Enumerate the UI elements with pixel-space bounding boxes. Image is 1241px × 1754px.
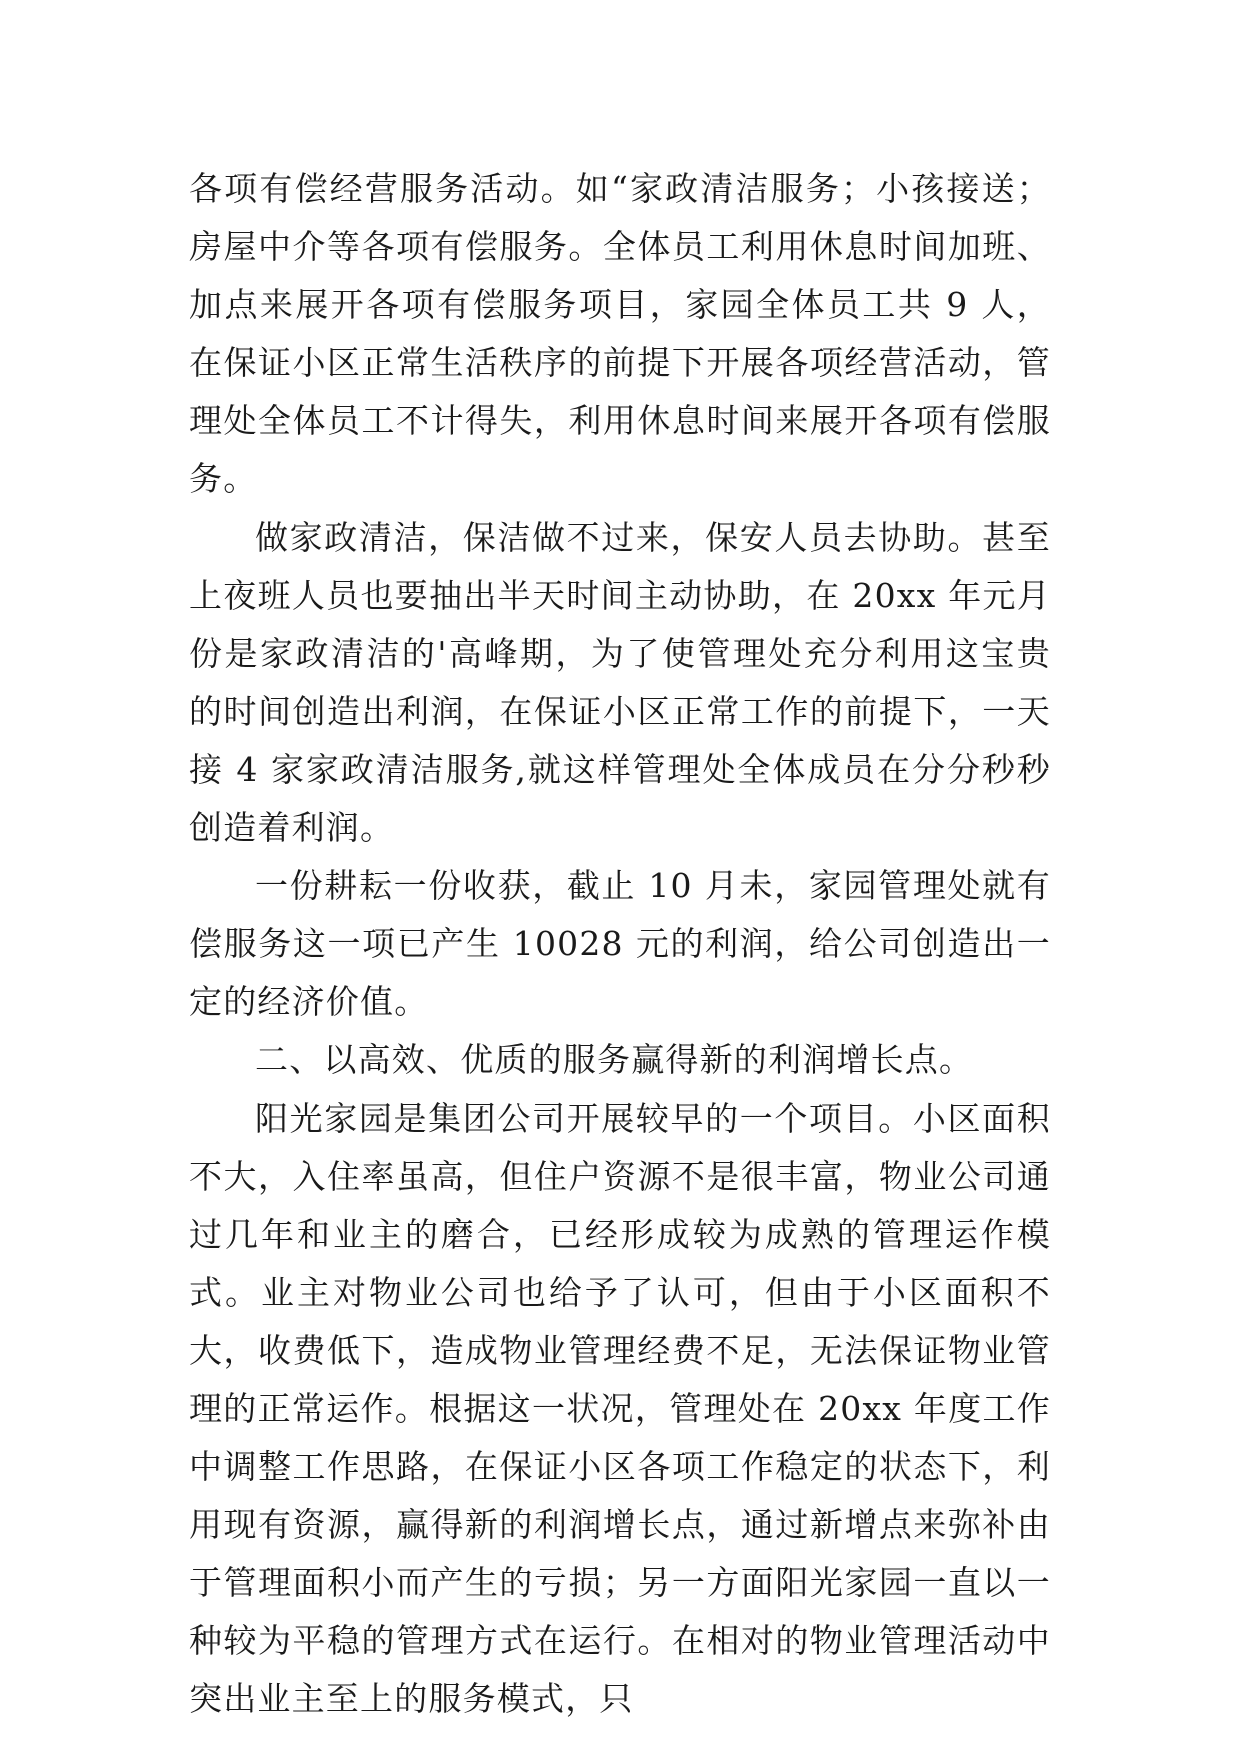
paragraph-profit: 一份耕耘一份收获，截止 10 月未，家园管理处就有偿服务这一项已产生 10028 元的利润，给公司创造出一定的经济价值。 [189, 866, 1051, 1022]
document-body [189, 160, 1051, 1729]
paragraph-sunshine-home: 阳光家园是集团公司开展较早的一个项目。小区面积不大，入住率虽高，但住户资源不是很丰富，物业公司通过几年和业主的磨合，已经形成较为成熟的管理运作模式。业主对物业公司也给予了认可，但由于小区面积不大，收费低下，造成物业管理经费不足，无法保证物业管理的正常运作。根据这一状况，管理处在 20xx 年度工作中调整工作思路，在保证小区各项工作稳定的状态下，利用现有资源，赢得新的利润增长点，通过新增点来弥补由于管理面积小而产生的亏损；另一方面阳光家园一直以一种较为平稳的管理方式在运行。在相对的物业管理活动中突出业主至上的服务模式，只 [189, 1098, 1051, 1719]
paragraph-paid-services: 各项有偿经营服务活动。如“家政清洁服务；小孩接送；房屋中介等各项有偿服务。全体员工利用休息时间加班、加点来展开各项有偿服务项目，家园全体员工共 9 人，在保证小区正常生活秩序的前提下开展各项经营活动，管理处全体员工不计得失，利用休息时间来展开各项有偿服务。 [189, 169, 1051, 499]
paragraph-housekeeping: 做家政清洁，保洁做不过来，保安人员去协助。甚至上夜班人员也要抽出半天时间主动协助，在 20xx 年元月份是家政清洁的'高峰期，为了使管理处充分利用这宝贵的时间创造出利润，在保证小区正常工作的前提下，一天接 4 家家政清洁服务,就这样管理处全体成员在分分秒秒创造着利润。 [189, 517, 1051, 848]
section-heading-two: 二、以高效、优质的服务赢得新的利润增长点。 [255, 1040, 974, 1080]
